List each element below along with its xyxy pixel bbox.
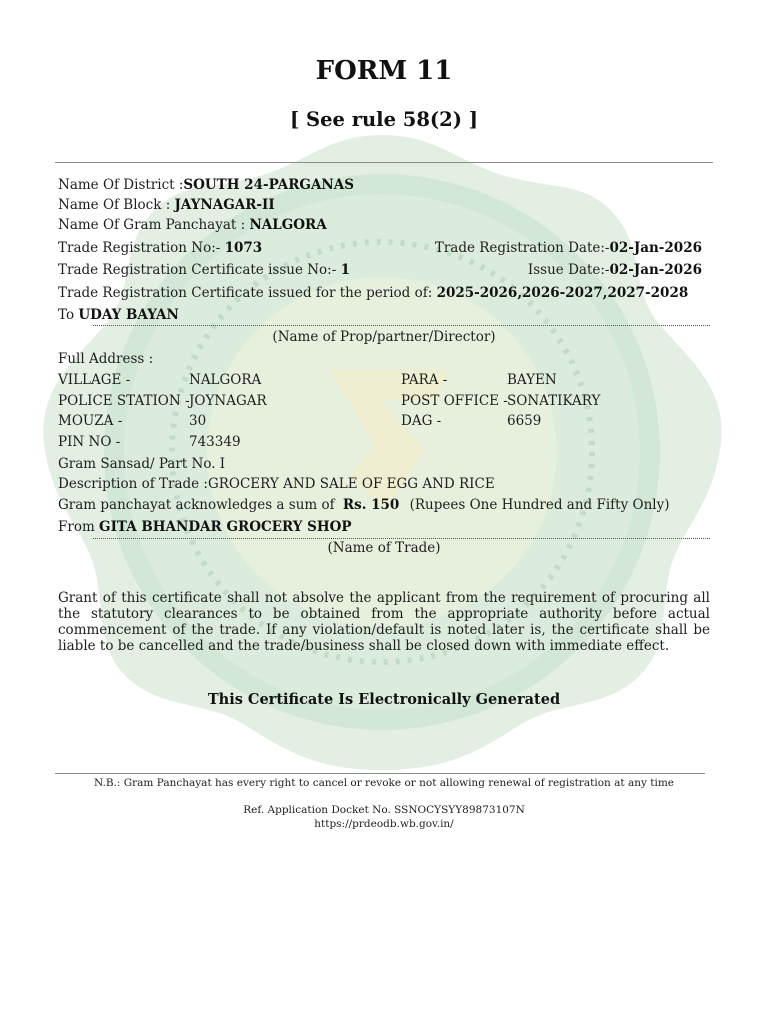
pin-label: PIN NO -: [58, 434, 121, 450]
amount-in-words: (Rupees One Hundred and Fifty Only): [409, 497, 670, 513]
registration-date-label: Trade Registration Date:-: [434, 240, 610, 256]
nb-note: N.B.: Gram Panchayat has every right to cancel or revoke or not allowing renewal of registration at any time: [93, 777, 675, 789]
to-label: To: [58, 307, 79, 323]
district-value: SOUTH 24-PARGANAS: [183, 177, 354, 193]
trade-description-line: Description of Trade :GROCERY AND SALE OF EGG AND RICE: [58, 476, 495, 492]
block-line: [58, 197, 275, 213]
docket-reference: Ref. Application Docket No. SSNOCYSYY89873107N: [243, 804, 525, 816]
dag-value: 6659: [507, 413, 542, 429]
period-value: 2025-2026,2026-2027,2027-2028: [436, 285, 689, 301]
full-address-label: Full Address :: [58, 351, 154, 367]
acknowledgement-text: Gram panchayat acknowledges a sum of: [58, 497, 339, 513]
block-value: JAYNAGAR-II: [174, 197, 275, 213]
trade-dotted-line: [93, 538, 710, 539]
gram-sansad-line: Gram Sansad/ Part No. I: [58, 456, 226, 472]
police-station-label: POLICE STATION -: [58, 393, 190, 409]
issue-date-label: Issue Date:-: [527, 262, 610, 278]
header-divider: [55, 162, 713, 163]
district-line: [58, 177, 354, 193]
trade-caption: (Name of Trade): [327, 540, 441, 556]
period-label: Trade Registration Certificate issued for the period of:: [58, 285, 437, 301]
district-label: Name Of District :: [58, 177, 184, 193]
proprietor-dotted-line: [93, 325, 710, 326]
amount-value: Rs. 150: [342, 497, 400, 513]
period-line: [58, 285, 688, 301]
from-label: From: [58, 519, 100, 535]
block-label: Name Of Block :: [58, 197, 175, 213]
village-label: VILLAGE -: [58, 372, 131, 388]
registration-no-value: 1073: [224, 240, 263, 256]
footer-divider: [55, 773, 705, 774]
certificate-issue-no-label: Trade Registration Certificate issue No:-: [58, 262, 341, 278]
certificate-issue-no-value: 1: [340, 262, 350, 278]
proprietor-caption: (Name of Prop/partner/Director): [272, 329, 496, 345]
proprietor-name: UDAY BAYAN: [78, 307, 179, 323]
para-value: BAYEN: [507, 372, 557, 388]
disclaimer-paragraph: Grant of this certificate shall not absolve the applicant from the requirement of procuring all the statutory clearances to be obtained from the appropriate authority before actual commencement of the trade. If any violation/default is noted later is, the certificate shall be liable to be cancelled and the trade/business shall be closed down with immediate effect.: [58, 590, 710, 654]
issue-date-line: [528, 262, 702, 278]
to-line: [58, 307, 179, 323]
portal-url: https://prdeodb.wb.gov.in/: [314, 818, 454, 830]
post-office-value: SONATIKARY: [507, 393, 601, 409]
form-title: FORM 11: [315, 56, 453, 86]
pin-value: 743349: [189, 434, 241, 450]
police-station-value: JOYNAGAR: [189, 393, 267, 409]
mouza-value: 30: [189, 413, 207, 429]
certificate-issue-no-line: [58, 262, 350, 278]
gram-panchayat-label: Name Of Gram Panchayat :: [58, 217, 250, 233]
para-label: PARA -: [401, 372, 448, 388]
registration-date-value: 02-Jan-2026: [609, 240, 702, 256]
rule-reference: [ See rule 58(2) ]: [290, 108, 478, 131]
acknowledgement-line: [58, 497, 669, 513]
mouza-label: MOUZA -: [58, 413, 123, 429]
gram-panchayat-line: [58, 217, 327, 233]
from-line: [58, 519, 352, 535]
issue-date-value: 02-Jan-2026: [609, 262, 702, 278]
dag-label: DAG -: [401, 413, 442, 429]
village-value: NALGORA: [189, 372, 262, 388]
registration-no-line: [58, 240, 262, 256]
trade-name: GITA BHANDAR GROCERY SHOP: [99, 519, 352, 535]
registration-date-line: [435, 240, 702, 256]
post-office-label: POST OFFICE -: [401, 393, 508, 409]
registration-no-label: Trade Registration No:-: [58, 240, 225, 256]
electronic-generation-note: This Certificate Is Electronically Generated: [207, 691, 561, 708]
gram-panchayat-value: NALGORA: [249, 217, 327, 233]
